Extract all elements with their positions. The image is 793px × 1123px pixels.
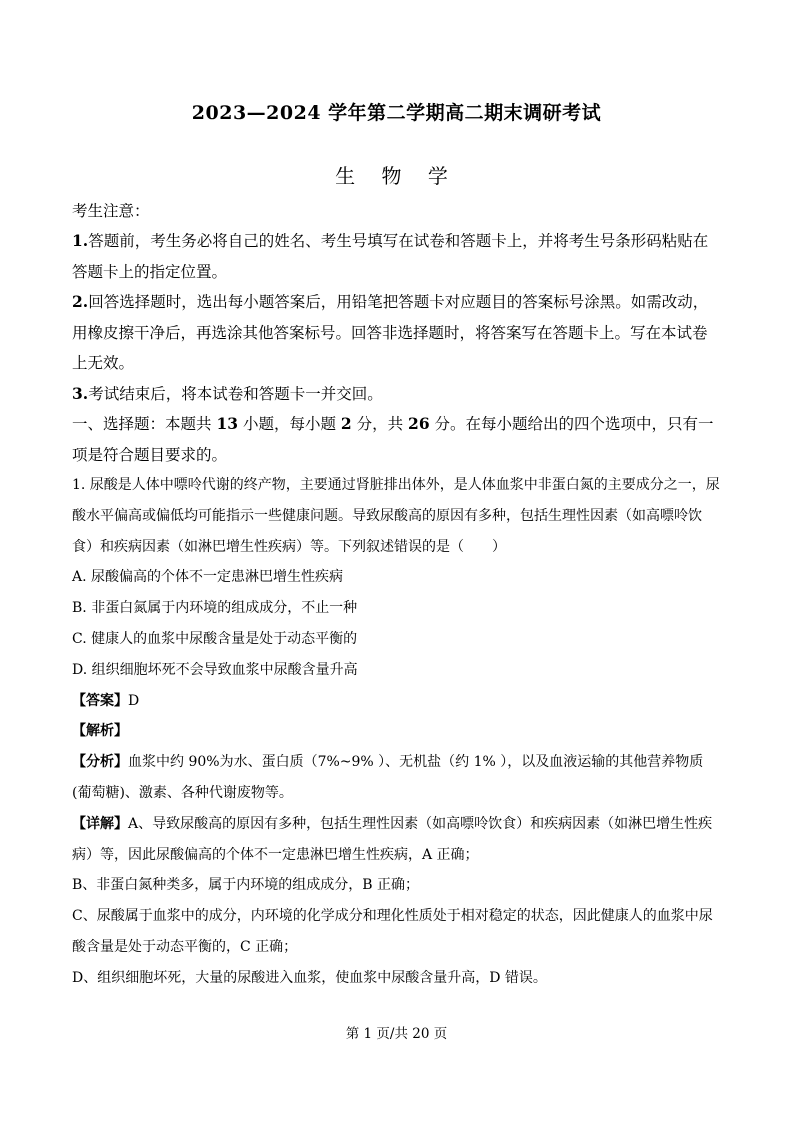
option-c: C. 健康人的血浆中尿酸含量是处于动态平衡的 (72, 630, 358, 647)
exam-title: 2023—2024 学年第二学期高二期末调研考试 (191, 102, 602, 124)
xiangjie-label: 【详解】 (72, 815, 128, 832)
analysis-line (72, 716, 722, 747)
xiangjie-text: A、导致尿酸高的原因有多种，包括生理性因素（如高嘌呤饮食）和疾病因素（如淋巴增生性疾病）等，因此尿酸偏高的个体不一定患淋巴增生性疾病，A 正确； (72, 815, 713, 863)
section-text: 分。在每小题给出的四个选项中，只有一项是符合题目要求的。 (72, 415, 714, 464)
notice-item-text: 答题前，考生务必将自己的姓名、考生号填写在试卷和答题卡上，并将考生号条形码粘贴在答题卡上的指定位置。 (72, 232, 709, 281)
option-a: A. 尿酸偏高的个体不一定患淋巴增生性疾病 (72, 569, 344, 586)
xiangjie-paragraph-a (72, 809, 722, 871)
page-footer: 第 1 页/共 20 页 (345, 1026, 448, 1042)
points-per-question: 2 (340, 414, 352, 433)
notice-heading: 考生注意： (72, 202, 150, 220)
notice-item-text: 回答选择题时，选出每小题答案后，用铅笔把答题卡对应题目的答案标号涂黑。如需改动，用橡皮擦干净后，再选涂其他答案标号。回答非选择题时，将答案写在答题卡上。写在本试卷上无效。 (72, 293, 709, 372)
xiangjie-paragraph-d: D、组织细胞坏死，大量的尿酸进入血浆，使血浆中尿酸含量升高，D 错误。 (72, 969, 547, 986)
analysis-label: 【解析】 (72, 723, 128, 740)
question-count: 13 (216, 414, 239, 433)
xiangjie-paragraph-c: C、尿酸属于血浆中的成分，内环境的化学成分和理化性质处于相对稳定的状态，因此健康人的血浆中尿酸含量是处于动态平衡的，C 正确； (72, 908, 713, 955)
answer-line (72, 686, 722, 717)
subject-title: 生 物 学 (335, 164, 458, 188)
notice-item-number: 3. (72, 383, 89, 403)
section-text: 一、选择题：本题共 (72, 415, 217, 433)
question-stem: 1. 尿酸是人体中嘌呤代谢的终产物，主要通过肾脏排出体外，是人体血浆中非蛋白氮的主要成分之一，尿酸水平偏高或偏低均可能指示一些健康问题。导致尿酸高的原因有多种，包括生理性因素（如高嘌呤饮食）和疾病因素（如淋巴增生性疾病）等。下列叙述错误的是（ ） (72, 477, 720, 555)
notice-item-number: 1. (72, 231, 89, 250)
page-content (72, 196, 722, 994)
notice-item-text: 考试结束后，将本试卷和答题卡一并交回。 (88, 384, 383, 403)
answer-value: D (128, 692, 140, 709)
notice-item-1 (72, 226, 722, 287)
section-text: 分，共 (351, 415, 409, 433)
total-points: 26 (408, 414, 430, 433)
notice-item-number: 2. (72, 292, 89, 311)
xiangjie-paragraph-b: B、非蛋白氮种类多，属于内环境的组成成分，B 正确； (72, 877, 420, 894)
fenxi-text: 血浆中约 90%为水、蛋白质（7%~9% ）、无机盐（约 1% ），以及血液运输的其他营养物质(葡萄糖)、激素、各种代谢废物等。 (72, 754, 704, 801)
notice-item-3 (72, 379, 722, 410)
fenxi-label: 【分析】 (72, 754, 128, 771)
notice-item-2 (72, 287, 722, 379)
answer-label: 【答案】 (72, 692, 128, 709)
fenxi-paragraph (72, 747, 722, 809)
section-text: 小题，每小题 (238, 415, 341, 433)
section-instructions (72, 409, 722, 470)
option-d: D. 组织细胞坏死不会导致血浆中尿酸含量升高 (72, 661, 358, 678)
option-b: B. 非蛋白氮属于内环境的组成成分，不止一种 (72, 600, 358, 617)
